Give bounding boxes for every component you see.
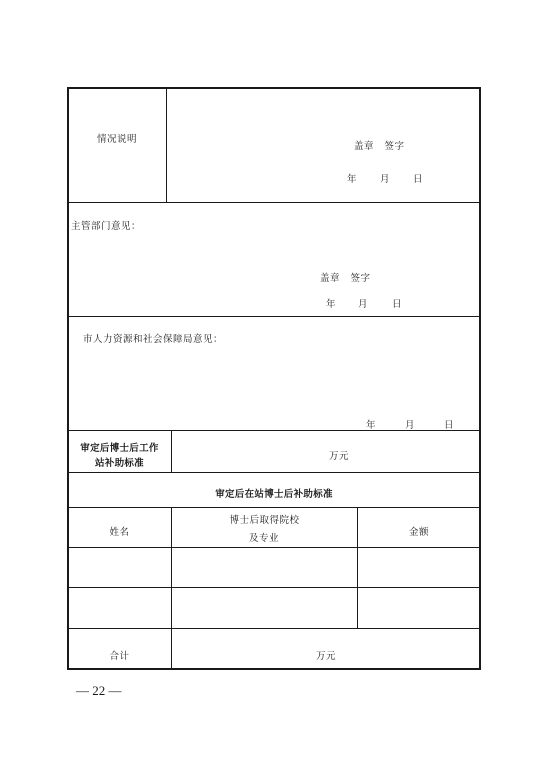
situation-seal-sign: 盖章 签字 (354, 141, 405, 152)
workstation-standard-label-line1: 审定后博士后工作 (80, 443, 159, 454)
header-name: 姓名 (109, 527, 130, 538)
row-divider (68, 507, 480, 508)
situation-label: 情况说明 (96, 134, 137, 145)
col-divider (166, 89, 167, 202)
city-bureau-date-day: 日 (444, 420, 455, 431)
row-divider (68, 587, 480, 588)
total-label: 合计 (109, 651, 130, 662)
workstation-standard-unit: 万元 (329, 451, 350, 462)
supervisor-seal-sign: 盖章 签字 (320, 273, 371, 284)
row-divider (68, 628, 480, 629)
row-divider (68, 316, 480, 317)
situation-date-day: 日 (413, 174, 424, 185)
situation-date-month: 月 (380, 174, 391, 185)
row-divider (68, 472, 480, 473)
workstation-standard-label-line2: 站补助标准 (94, 458, 144, 469)
row-divider (68, 202, 480, 203)
supervisor-date-day: 日 (392, 299, 403, 310)
situation-date-year: 年 (347, 174, 358, 185)
supervisor-label: 主管部门意见： (71, 221, 142, 232)
supervisor-date-year: 年 (326, 299, 337, 310)
row-divider (68, 430, 480, 431)
header-institution-line1: 博士后取得院校 (229, 515, 300, 526)
col-divider (171, 430, 172, 472)
col-divider (171, 507, 172, 669)
total-unit: 万元 (315, 651, 336, 662)
in-station-standard-heading: 审定后在站博士后补助标准 (215, 489, 333, 500)
city-bureau-date-year: 年 (366, 420, 377, 431)
header-amount: 金额 (408, 527, 429, 538)
city-bureau-label: 市人力资源和社会保障局意见： (83, 334, 224, 345)
header-institution-line2: 及专业 (249, 533, 280, 544)
city-bureau-date-month: 月 (405, 420, 416, 431)
row-divider (68, 547, 480, 548)
supervisor-date-month: 月 (358, 299, 369, 310)
page-number: — 22 — (76, 683, 122, 698)
